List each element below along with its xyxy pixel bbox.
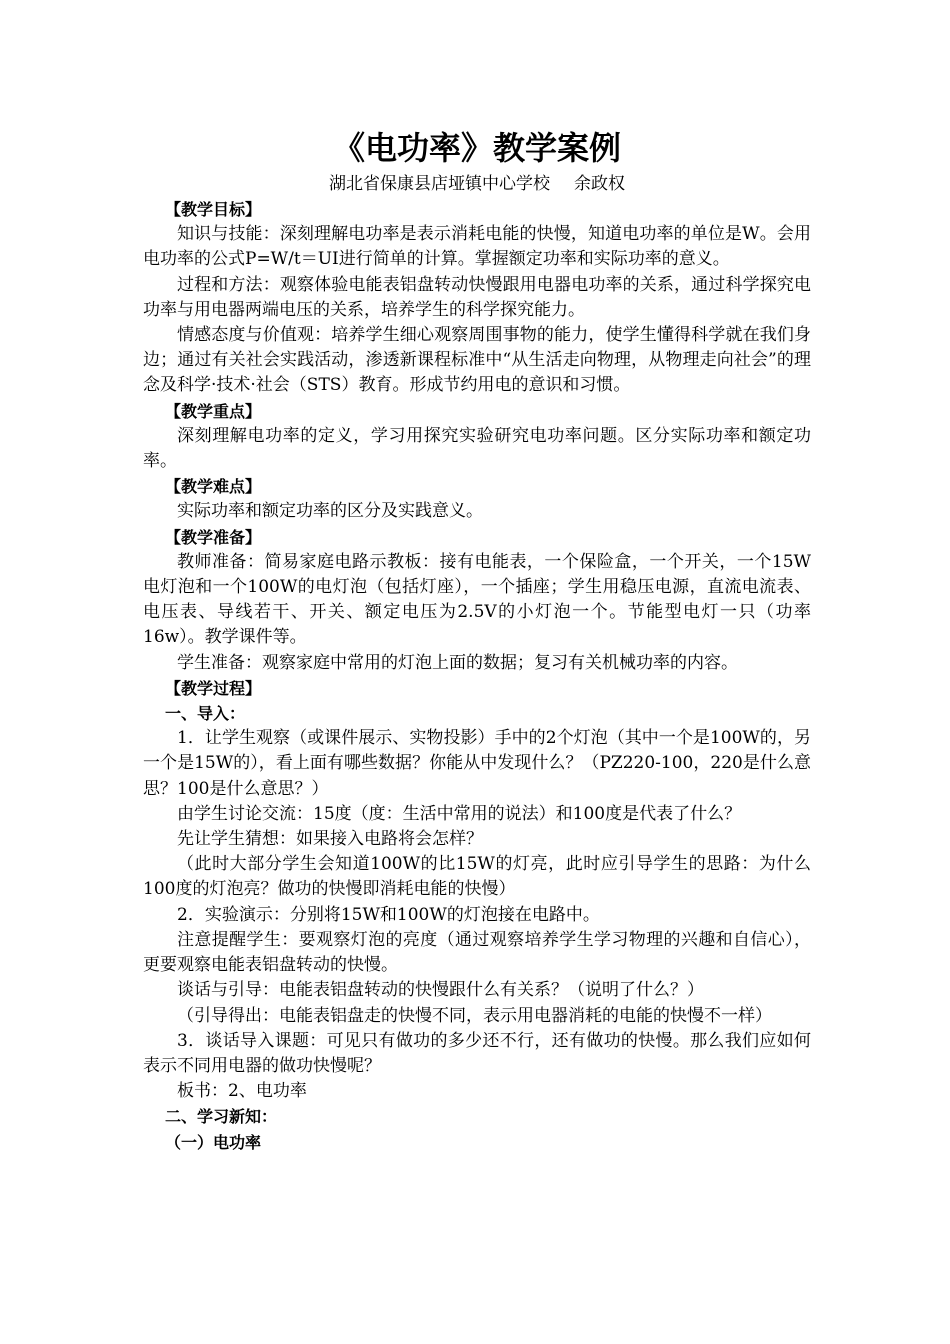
sub1-heading: （一）电功率 xyxy=(165,1132,262,1152)
step1-para-8: （引导得出：电能表铝盘走的快慢不同，表示用电器消耗的电能的快慢不一样） xyxy=(177,1005,772,1026)
process-heading: 【教学过程】 xyxy=(165,678,262,698)
author-line xyxy=(143,172,811,197)
author-school: 湖北省保康县店垭镇中心学校 xyxy=(329,174,550,194)
step1-para-5: 2．实验演示：分别将15W和100W的灯泡接在电路中。 xyxy=(177,904,600,925)
difficulty-text: 实际功率和额定功率的区分及实践意义。 xyxy=(177,501,483,522)
author-name: 余政权 xyxy=(574,174,625,194)
goal-process: 过程和方法：观察体验电能表铝盘转动快慢跟用电器电功率的关系，通过科学探究电功率与用电器两端电压的关系，培养学生的科学探究能力。 xyxy=(143,274,811,320)
step2-heading: 二、学习新知： xyxy=(165,1107,278,1127)
goal-knowledge: 知识与技能：深刻理解电功率是表示消耗电能的快慢，知道电功率的单位是W。会用电功率的公式P=W/t＝UI进行简单的计算。掌握额定功率和实际功率的意义。 xyxy=(143,224,811,270)
step1-para-7: 谈话与引导：电能表铝盘转动的快慢跟什么有关系？（说明了什么？） xyxy=(177,980,704,1001)
step1-para-4: （此时大部分学生会知道100W的比15W的灯亮，此时应引导学生的思路：为什么100度的灯泡亮？做功的快慢即消耗电能的快慢） xyxy=(143,854,811,900)
page-title: 《电功率》教学案例 xyxy=(332,129,621,167)
document-page xyxy=(143,126,811,1155)
prep-teacher: 教师准备：简易家庭电路示教板：接有电能表，一个保险盒，一个开关，一个15W电灯泡和一个100W的电灯泡（包括灯座），一个插座；学生用稳压电源，直流电流表、电压表、导线若干、开关、额定电压为2.5V的小灯泡一个。节能型电灯一只（功率16w）。教学课件等。 xyxy=(143,551,811,648)
step1-para-6: 注意提醒学生：要观察灯泡的亮度（通过观察培养学生学习物理的兴趣和自信心），更要观察电能表铝盘转动的快慢。 xyxy=(143,929,811,976)
step1-para-1: 1．让学生观察（或课件展示、实物投影）手中的2个灯泡（其中一个是100W的，另一个是15W的），看上面有哪些数据？你能从中发现什么？（PZ220-100，220是什么意思？100是什么意思？） xyxy=(143,728,811,799)
step1-para-9: 3．谈话导入课题：可见只有做功的多少还不行，还有做功的快慢。那么我们应如何表示不同用电器的做功快慢呢？ xyxy=(143,1030,811,1076)
step1-para-3: 先让学生猜想：如果接入电路将会怎样？ xyxy=(177,829,483,850)
key-text: 深刻理解电功率的定义，学习用探究实验研究电功率问题。区分实际功率和额定功率。 xyxy=(143,425,811,472)
prep-student: 学生准备：观察家庭中常用的灯泡上面的数据；复习有关机械功率的内容。 xyxy=(177,652,738,673)
goal-emotion: 情感态度与价值观：培养学生细心观察周围事物的能力，使学生懂得科学就在我们身边；通过有关社会实践活动，渗透新课程标准中“从生活走向物理，从物理走向社会”的理念及科学·技术·社会（STS）教育。形成节约用电的意识和习惯。 xyxy=(143,325,811,396)
prep-heading: 【教学准备】 xyxy=(165,527,262,547)
difficulty-heading: 【教学难点】 xyxy=(165,477,262,497)
goals-heading: 【教学目标】 xyxy=(165,200,262,219)
step1-para-2: 由学生讨论交流：15度（度：生活中常用的说法）和100度是代表了什么？ xyxy=(177,803,742,824)
key-heading: 【教学重点】 xyxy=(165,401,262,421)
step1-para-10: 板书：2、电功率 xyxy=(177,1081,307,1102)
step1-heading: 一、导入： xyxy=(165,704,246,724)
